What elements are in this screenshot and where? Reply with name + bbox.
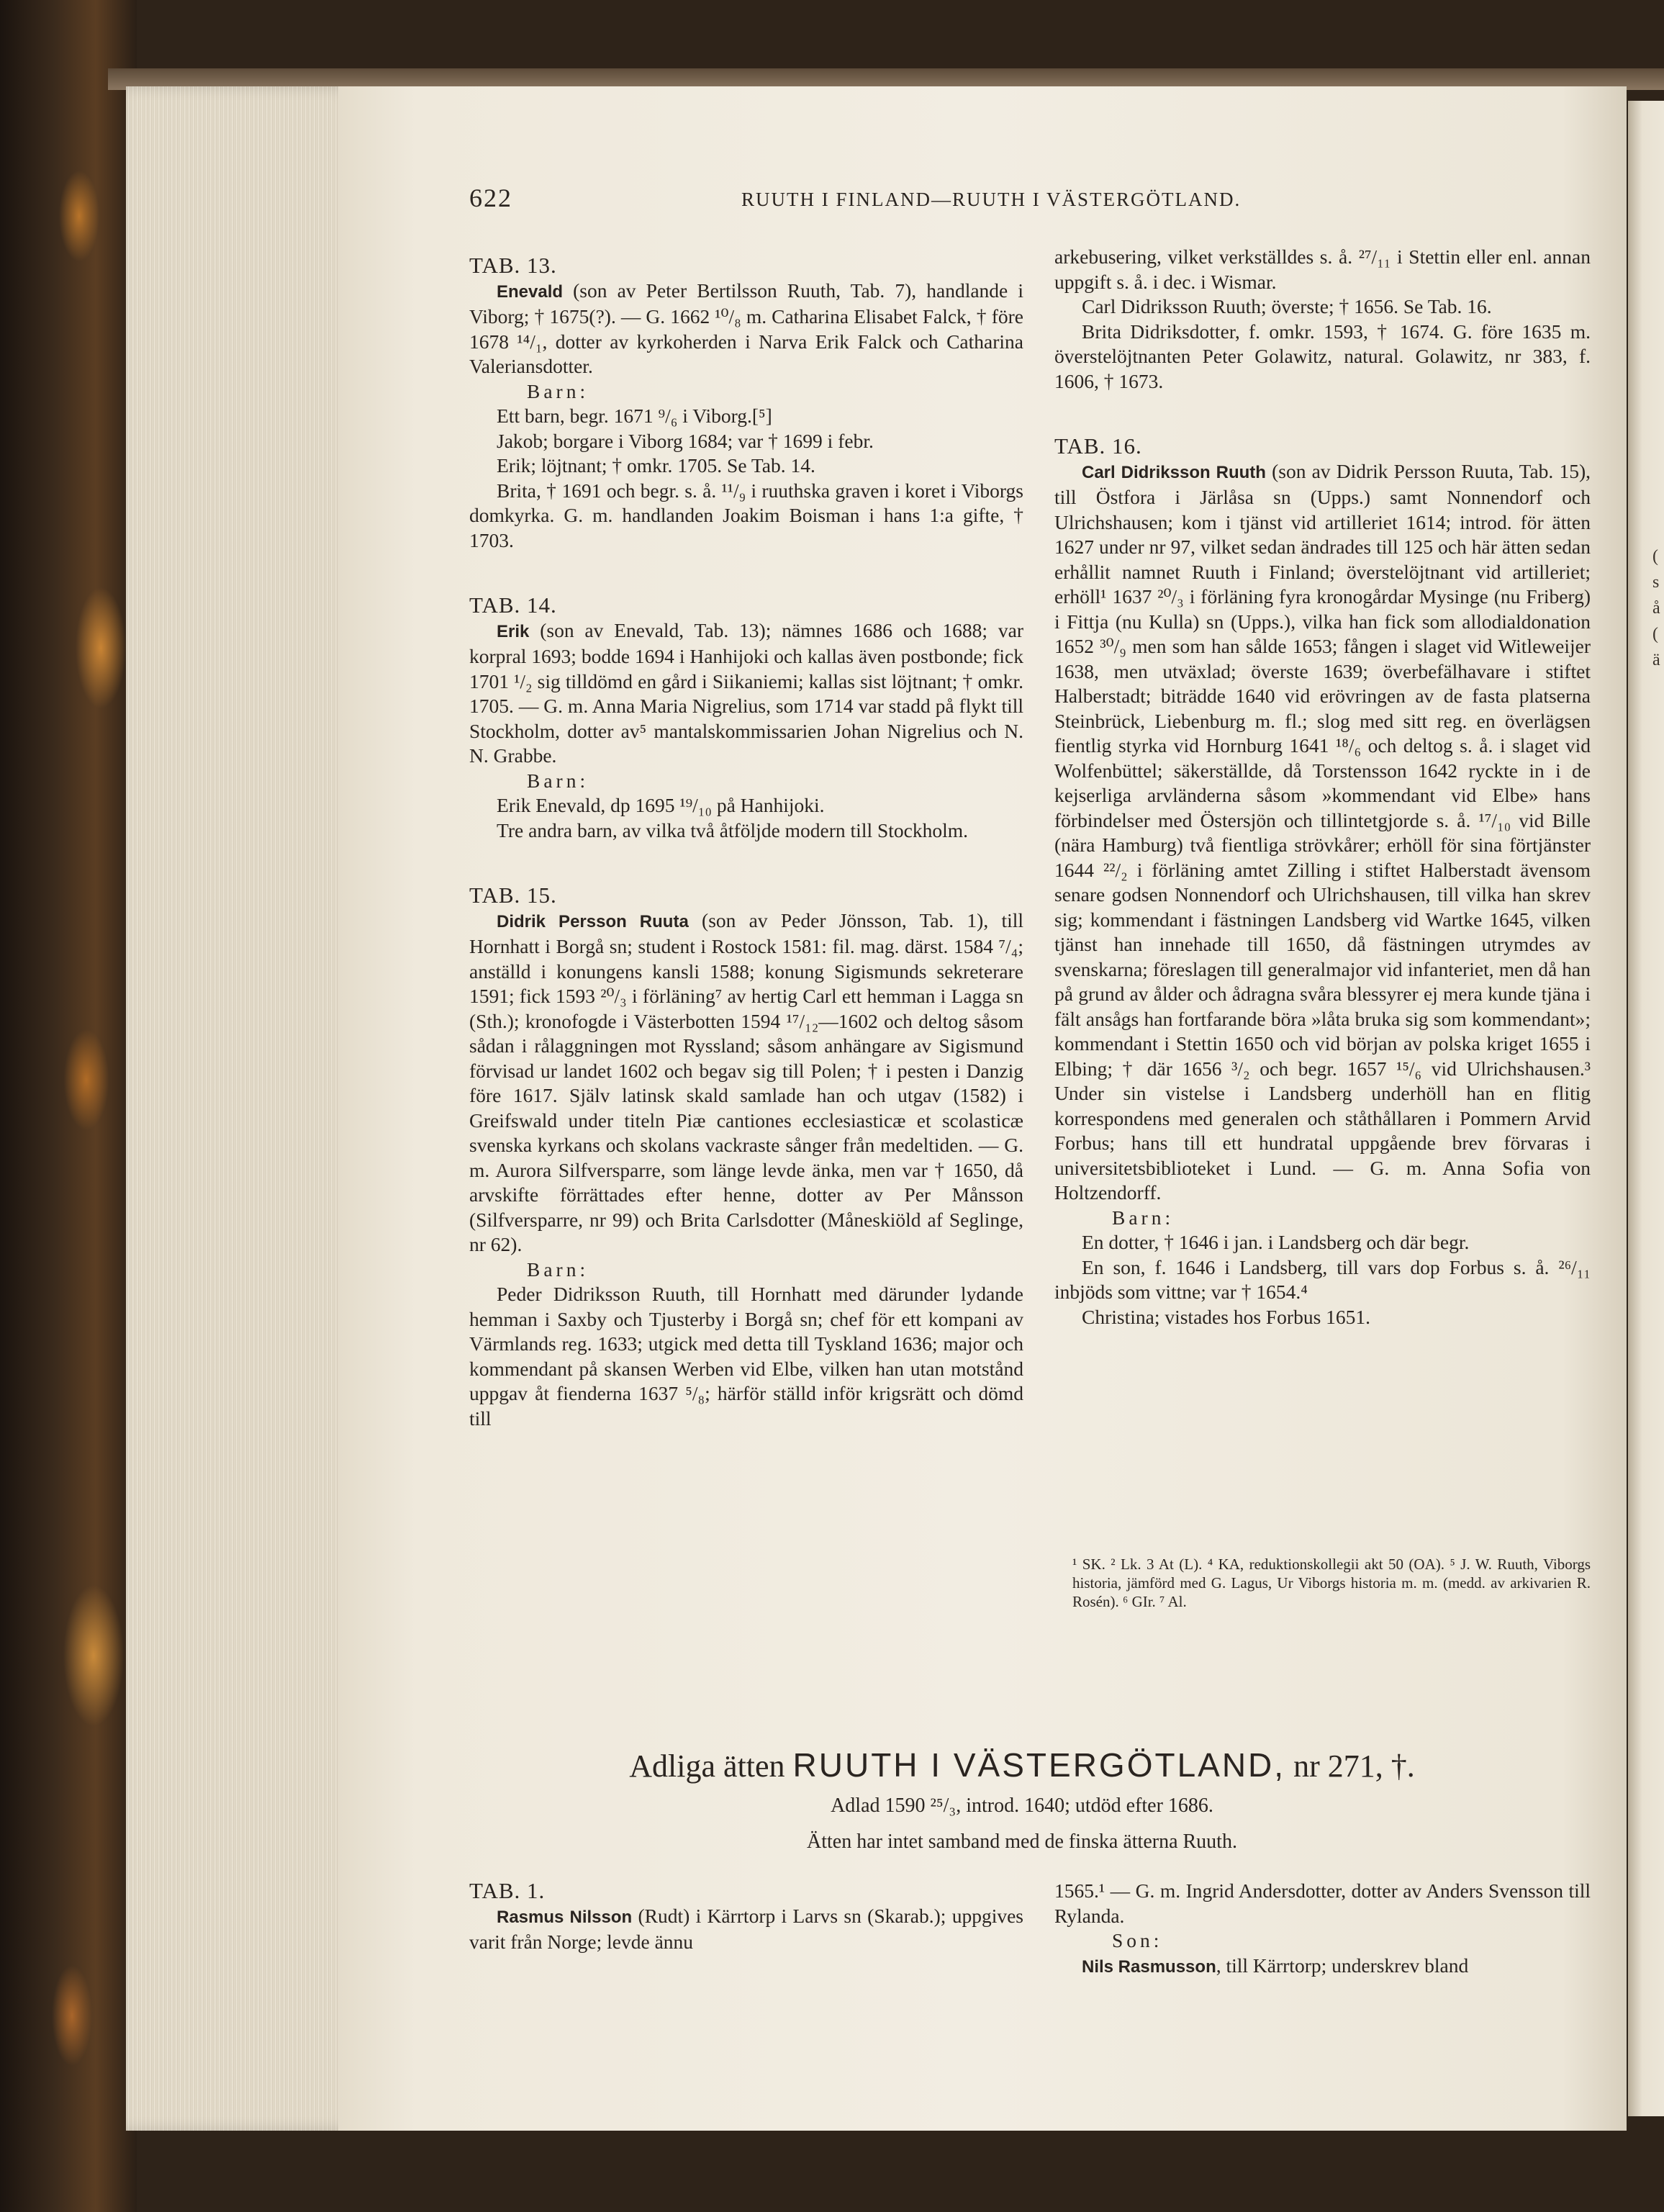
entry-paragraph (469, 279, 1023, 379)
continued-text: arkebusering, vilket verkställdes s. å. ²⁷/₁₁ i Stettin eller enl. annan uppgift s. å. i dec. i Wismar. (1054, 245, 1591, 293)
bottom-right-column (1054, 1879, 1591, 1979)
entry-text: (Rudt) i Kärrtorp i Larvs sn (Skarab.); uppgives varit från Norge; levde ännu (469, 1904, 1023, 1953)
entry-text: (son av Peter Bertilsson Ruuth, Tab. 7), handlande i Viborg; † 1675(?). — G. 1662 ¹⁰/₈ m. Catharina Elisabet Falck, † före 1678 ¹⁴/₁, dotter av kyrkoherden i Narva Erik Falck och Catharina Valeriansdotter. (469, 279, 1023, 377)
page-number: 622 (469, 184, 512, 212)
entry-paragraph (469, 1904, 1023, 1955)
section-title-post: nr 271, †. (1285, 1748, 1415, 1784)
footnote-text: ¹ SK. ² Lk. 3 At (L). ⁴ KA, reduktionskollegii akt 50 (OA). ⁵ J. W. Ruuth, Viborgs historia, jämförd med G. Lagus, Ur Viborgs historia m. m. (medd. av arkivarien R. Rosén). ⁶ GIr. ⁷ Al. (1072, 1556, 1591, 1610)
continued-text: 1565.¹ — G. m. Ingrid Andersdotter, dotter av Anders Svensson till Rylanda. (1054, 1879, 1591, 1927)
list-item: Carl Didriksson Ruuth; överste; † 1656. Se Tab. 16. (1082, 295, 1492, 317)
person-name: Carl Didriksson Ruuth (1082, 462, 1266, 482)
page-stack-edges (126, 86, 356, 2131)
table-heading: TAB. 16. (1054, 433, 1142, 459)
list-item: Ett barn, begr. 1671 ⁹/₆ i Viborg.[⁵] (497, 405, 772, 427)
children-heading: Barn: (1112, 1206, 1175, 1229)
entry-paragraph (469, 908, 1023, 1258)
entry-paragraph (469, 618, 1023, 769)
list-item: Tre andra barn, av vilka två åtföljde modern till Stockholm. (497, 818, 969, 841)
person-name: Enevald (497, 281, 564, 302)
entry-text: , till Kärrtorp; underskrev bland (1216, 1954, 1469, 1977)
children-heading: Barn: (527, 769, 589, 792)
margin-letter: ( (1652, 547, 1658, 566)
entry-text: (son av Peder Jönsson, Tab. 1), till Hornhatt i Borgå sn; student i Rostock 1581: fil. mag. därst. 1584 ⁷/₄; anställd i konungens kansli 1588; konung Sigismunds sekreterare 1591; fick 1593 ²⁰/₃ i förläning⁷ av hertig Carl ett hemman i Lagga sn (Sth.); kronofogde i Västerbotten 1594 ¹⁷/₁₂—1602 och deltog såsom sådan i rålaggningen mot Ryssland; såsom anhängare av Sigismund förvisad ur landet 1602 och begav sig till Polen; † i pesten i Danzig före 1617. Själv latinsk skald samlade han och utgav (1582) i Greifswald under titeln Piæ cantiones ecclesiasticæ et scolasticæ svenska kyrkans och skolans vackraste sånger från medeltiden. — G. m. Aurora Silfversparre, som länge levde änka, men var † 1650, då arvskifte förrättades efter henne, dotter av Per Månsson (Silfversparre, nr 99) och Brita Carlsdotter (Måneskiöld af Seglinge, nr 62). (469, 908, 1024, 1255)
book-cover-edge (0, 0, 137, 2212)
list-item: Erik; löjtnant; † omkr. 1705. Se Tab. 14. (497, 454, 815, 477)
right-column (1054, 245, 1591, 1330)
next-page-edge (1628, 101, 1664, 2116)
children-heading: Son: (1112, 1929, 1163, 1951)
section-title-caps: RUUTH I VÄSTERGÖTLAND, (792, 1746, 1286, 1784)
person-name: Erik (497, 621, 530, 641)
list-item: Brita Didriksdotter, f. omkr. 1593, † 1674. G. före 1635 m. överstelöjtnanten Peter Golawitz, natural. Golawitz, nr 383, f. 1606, † 1673. (1054, 320, 1591, 392)
person-name: Rasmus Nilsson (497, 1907, 633, 1927)
table-heading: TAB. 1. (469, 1878, 546, 1903)
person-name: Nils Rasmusson (1082, 1956, 1216, 1977)
list-item: Erik Enevald, dp 1695 ¹⁹/₁₀ på Hanhijoki. (497, 794, 825, 816)
running-head (469, 183, 1326, 219)
list-item: Jakob; borgare i Viborg 1684; var † 1699 i febr. (497, 429, 874, 452)
person-name: Didrik Persson Ruuta (497, 911, 689, 931)
section-subtitle-2: Ätten har intet samband med de finska ätterna Ruuth. (807, 1830, 1237, 1853)
section-title (468, 1746, 1576, 1784)
entry-text: (son av Enevald, Tab. 13); nämnes 1686 och 1688; var korpral 1693; bodde 1694 i Hanhijoki och kallas även postbonde; fick 1701 ¹/₂ sig tilldömd en gård i Siikaniemi; kallas sist löjtnant; † omkr. 1705. — G. m. Anna Maria Nigrelius, som 1714 var stadd på flykt till Stockholm, dotter av⁵ mantalskommissarien Johan Nigrelius och N. N. Grabbe. (469, 618, 1023, 767)
margin-letter: å (1652, 599, 1660, 618)
bottom-left-column (469, 1879, 1023, 1955)
table-heading: TAB. 13. (469, 253, 557, 278)
margin-letter: s (1652, 573, 1660, 592)
children-heading: Barn: (527, 1258, 589, 1281)
entry-paragraph (1054, 1954, 1591, 1980)
list-item: Peder Didriksson Ruuth, till Hornhatt med därunder lydande hemman i Saxby och Tjusterby i Borgå sn; chef för ett kompani av Värmlands reg. 1633; utgick med detta till Tyskland 1636; major och kommendant på skansen Werben vid Elbe, vilken han utan motstånd uppgav åt fienderna 1637 ⁵/₈; härför ställd inför krigsrätt och dömd till (469, 1283, 1023, 1430)
list-item: Brita, † 1691 och begr. s. å. ¹¹/₉ i ruuthska graven i koret i Viborgs domkyrka. G. m. handlanden Joakim Boisman i hans 1:a gifte, † 1703. (469, 479, 1023, 551)
entry-text: (son av Didrik Persson Ruuta, Tab. 15), till Östfora i Järlåsa sn (Upps.) samt Nonnendorf och Ulrichshausen; kom i tjänst vid artilleriet 1614; introd. för ätten 1627 under nr 97, vilket sedan ändrades till 125 och här ätten sedan erhållit namnet Ruuth i Finland; överstelöjtnant vid artilleriet; erhöll¹ 1637 ²⁰/₃ i förläning fyra kronogårdar Mysinge (nu Friberg) i Fittja (nu Kulla) sn (Upps.), vilka han fick som allodialdonation 1652 ³⁰/₉ men som han sålde 1653; fången i slaget vid Witleweijer 1638, men utväxlad; överste 1639; överbefälhavare i stiftet Halberstadt; biträdde 1640 vid erövringen av de fasta platserna Steinbrück, Liebenburg m. fl.; slog med sitt reg. en överlägsen fientlig styrka vid Hornburg 1641 ¹⁸/₆ och deltog s. å. i slaget vid Wolfenbüttel; säkerställde, då Torstensson 1642 ryckte in i de kejserliga arvländerna såsom »kommendant vid Elbe» hans förbindelser med Östersjön och tillintetgjorde s. å. ¹⁷/₁₀ vid Bille (nära Hamburg) två fientliga strövkårer; erhöll för sina förtjänster 1644 ²²/₂ i förläning amtet Zilling i stiftet Halberstadt ävensom senare godsen Nonnendorf och Ulrichshausen, till vilka han skrev sig; kommendant i fästningen Landsberg vid Wartke 1645, vilken tjänst han innehade till 1650, då fästningen utrymdes av svenskarna; föreslagen till generalmajor vid infanteriet, men då han på grund av ålder och ådragna svåra blessyrer ej mera kunde tjäna i fält ansågs han fortfarande böra »låta bruka sig som kommendant»; kommendant i Stettin 1650 och vid början av polska kriget 1655 i Elbing; † där 1656 ³/₂ och begr. 1657 ¹⁵/₆ vid Ulrichshausen.³ Under sin vistelse i Landsberg underhöll han en flitig korrespondens med generalen och ståthållaren i Pommern Arvid Forbus; hans till ett hundratal uppgående brev förvaras i universitetsbiblioteket i Lund. — G. m. Anna Sofia von Holtzendorff. (1054, 459, 1591, 1204)
table-heading: TAB. 14. (469, 592, 557, 618)
margin-letter: ( (1652, 625, 1658, 644)
running-head-title: RUUTH I FINLAND—RUUTH I VÄSTERGÖTLAND. (741, 189, 1242, 210)
margin-letter: ä (1652, 651, 1660, 669)
section-subtitle-1: Adlad 1590 ²⁵/₃, introd. 1640; utdöd efter 1686. (831, 1795, 1213, 1817)
left-column (469, 253, 1023, 1431)
section-title-pre: Adliga ätten (629, 1748, 793, 1784)
list-item: En son, f. 1646 i Landsberg, till vars dop Forbus s. å. ²⁶/₁₁ inbjöds som vittne; var † 1654.⁴ (1054, 1255, 1591, 1303)
list-item: En dotter, † 1646 i jan. i Landsberg och där begr. (1082, 1231, 1470, 1253)
entry-paragraph (1054, 459, 1591, 1206)
table-heading: TAB. 15. (469, 882, 557, 908)
footnotes (1072, 1555, 1591, 1611)
children-heading: Barn: (527, 379, 589, 402)
list-item: Christina; vistades hos Forbus 1651. (1082, 1305, 1371, 1328)
